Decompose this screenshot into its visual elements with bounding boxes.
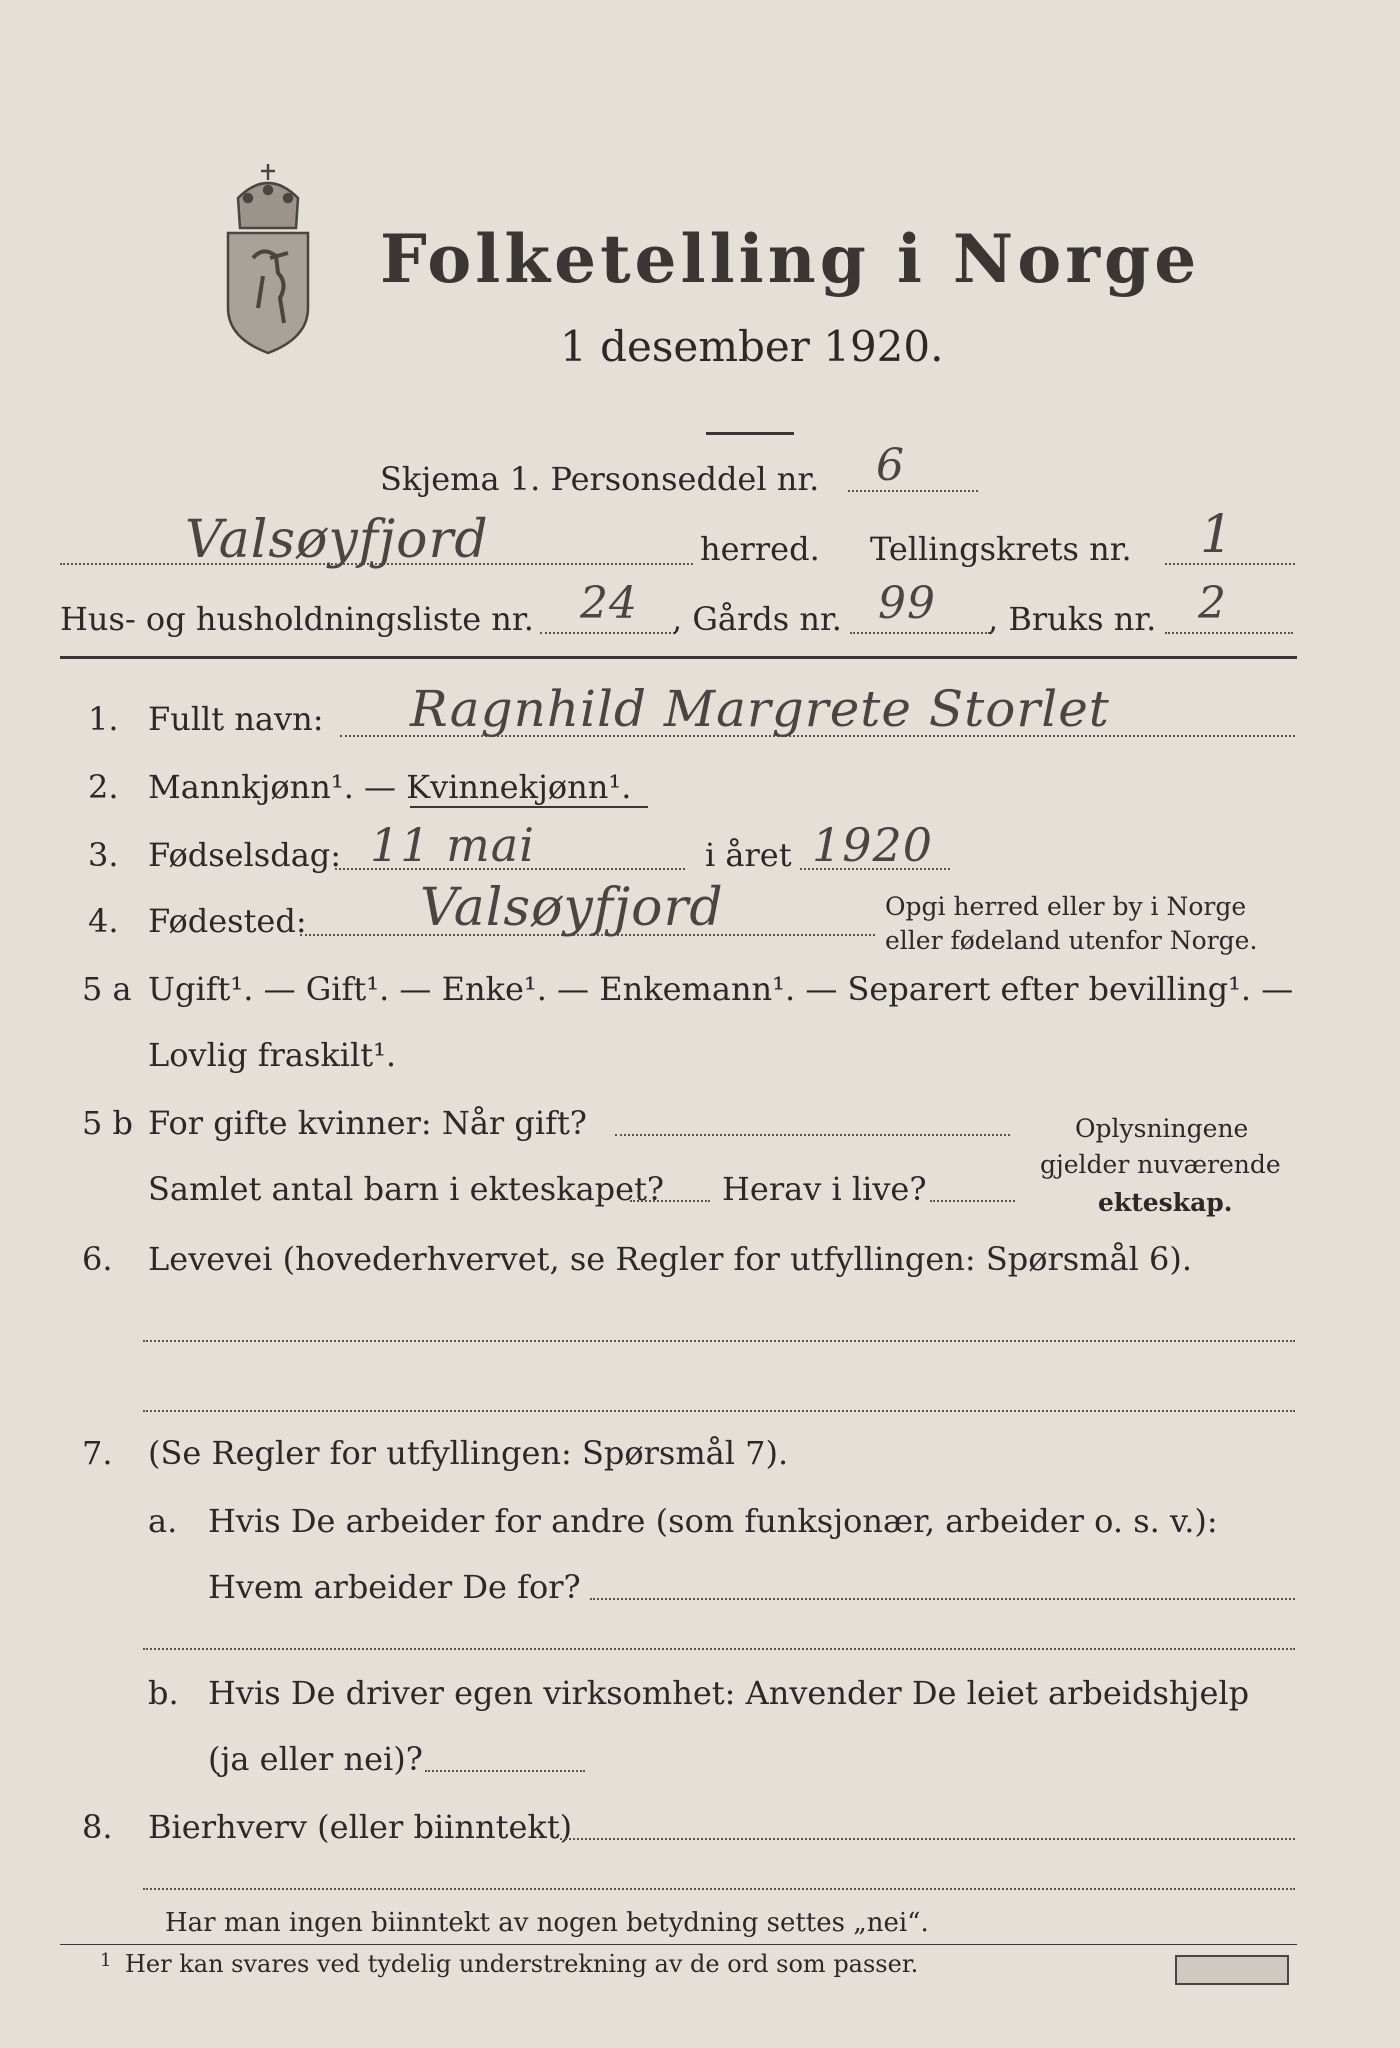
- biinntekt-note: Har man ingen biinntekt av nogen betydning settes „nei“.: [165, 1908, 929, 1938]
- q6-number: 6.: [82, 1240, 113, 1278]
- q7b-line2: (ja eller nei)?: [208, 1740, 423, 1778]
- q5b-note-line3: ekteskap.: [1098, 1188, 1233, 1217]
- birthday-value: 11 mai: [370, 818, 535, 872]
- q7b-line1: Hvis De driver egen virksomhet: Anvender De leiet arbeidshjelp: [208, 1674, 1250, 1712]
- birthplace-note-line1: Opgi herred eller by i Norge: [885, 892, 1247, 921]
- bruks-label: , Bruks nr.: [988, 600, 1157, 638]
- birth-year-value: 1920: [812, 818, 934, 872]
- gards-value: 99: [878, 578, 936, 629]
- birth-year-label: i året: [705, 836, 792, 874]
- q7-label: (Se Regler for utfyllingen: Spørsmål 7).: [148, 1434, 789, 1472]
- q7a-line2: Hvem arbeider De for?: [208, 1568, 581, 1606]
- header-divider: [60, 656, 1297, 659]
- levevei-field-line1[interactable]: [143, 1340, 1295, 1342]
- personseddel-field[interactable]: [848, 490, 978, 492]
- q3-number: 3.: [88, 836, 119, 874]
- q1-number: 1.: [88, 700, 119, 738]
- q5a-line2: Lovlig fraskilt¹.: [148, 1036, 397, 1074]
- birthplace-value: Valsøyfjord: [420, 878, 724, 938]
- gards-field[interactable]: [850, 632, 990, 634]
- tellingskrets-label: Tellingskrets nr.: [870, 530, 1132, 568]
- q5a-line1: Ugift¹. — Gift¹. — Enke¹. — Enkemann¹. — Separert efter bevilling¹. —: [148, 970, 1294, 1008]
- q5b-line2b: Herav i live?: [722, 1170, 927, 1208]
- skjema-label: Skjema 1. Personseddel nr.: [380, 460, 820, 498]
- herred-value: Valsøyfjord: [185, 510, 489, 570]
- q5a-number: 5 a: [82, 970, 132, 1008]
- q2-number: 2.: [88, 768, 119, 806]
- q8-label: Bierhverv (eller biinntekt): [148, 1808, 573, 1846]
- q5b-note-line2: gjelder nuværende: [1040, 1150, 1281, 1179]
- footnote-divider: [60, 1944, 1297, 1945]
- birthplace-note-line2: eller fødeland utenfor Norge.: [885, 926, 1258, 955]
- census-date: 1 desember 1920.: [560, 322, 944, 371]
- q7-number: 7.: [82, 1434, 113, 1472]
- leiet-arbeidshjelp-field[interactable]: [425, 1770, 585, 1772]
- bruks-value: 2: [1198, 578, 1227, 629]
- q4-label: Fødested:: [148, 902, 307, 940]
- personseddel-value: 6: [876, 440, 905, 491]
- q2-label: Mannkjønn¹. — Kvinnekjønn¹.: [148, 768, 632, 806]
- bierhverv-field-line1[interactable]: [560, 1838, 1295, 1840]
- levevei-field-line2[interactable]: [143, 1410, 1295, 1412]
- herred-label: herred.: [700, 530, 820, 568]
- q3-label: Fødselsdag:: [148, 836, 342, 874]
- q7a-letter: a.: [148, 1502, 178, 1540]
- q6-label: Levevei (hovederhvervet, se Regler for utfyllingen: Spørsmål 6).: [148, 1240, 1193, 1278]
- tellingskrets-value: 1: [1200, 505, 1235, 565]
- arbeidsgiver-field-line1[interactable]: [590, 1598, 1295, 1600]
- arbeidsgiver-field-line2[interactable]: [143, 1648, 1295, 1650]
- q4-number: 4.: [88, 902, 119, 940]
- q7b-letter: b.: [148, 1674, 179, 1712]
- nar-gift-field[interactable]: [615, 1134, 1010, 1136]
- printer-stamp: [1175, 1955, 1289, 1985]
- q5b-number: 5 b: [82, 1104, 134, 1142]
- kvinnekjonn-underline: [410, 806, 648, 808]
- q7a-line1: Hvis De arbeider for andre (som funksjonær, arbeider o. s. v.):: [208, 1502, 1218, 1540]
- q5b-note-line1: Oplysningene: [1075, 1114, 1249, 1143]
- title-divider: [706, 432, 794, 435]
- bierhverv-field-line2[interactable]: [143, 1888, 1295, 1890]
- herav-i-live-field[interactable]: [930, 1200, 1015, 1202]
- q5b-line2a: Samlet antal barn i ekteskapet?: [148, 1170, 665, 1208]
- norway-coat-of-arms-emblem: [218, 158, 318, 358]
- husholdningsliste-label: Hus- og husholdningsliste nr.: [60, 600, 534, 638]
- antal-barn-field[interactable]: [630, 1200, 710, 1202]
- q1-label: Fullt navn:: [148, 700, 324, 738]
- footnote-number: 1: [100, 1950, 112, 1971]
- full-name-value: Ragnhild Margrete Storlet: [410, 680, 1110, 738]
- q5b-line1: For gifte kvinner: Når gift?: [148, 1104, 587, 1142]
- husholdningsliste-field[interactable]: [540, 632, 675, 634]
- q8-number: 8.: [82, 1808, 113, 1846]
- husholdningsliste-value: 24: [580, 578, 638, 629]
- gards-label: , Gårds nr.: [672, 600, 842, 638]
- form-title: Folketelling i Norge: [380, 220, 1201, 298]
- bruks-field[interactable]: [1165, 632, 1293, 634]
- footnote-text: Her kan svares ved tydelig understrekning av de ord som passer.: [125, 1950, 919, 1978]
